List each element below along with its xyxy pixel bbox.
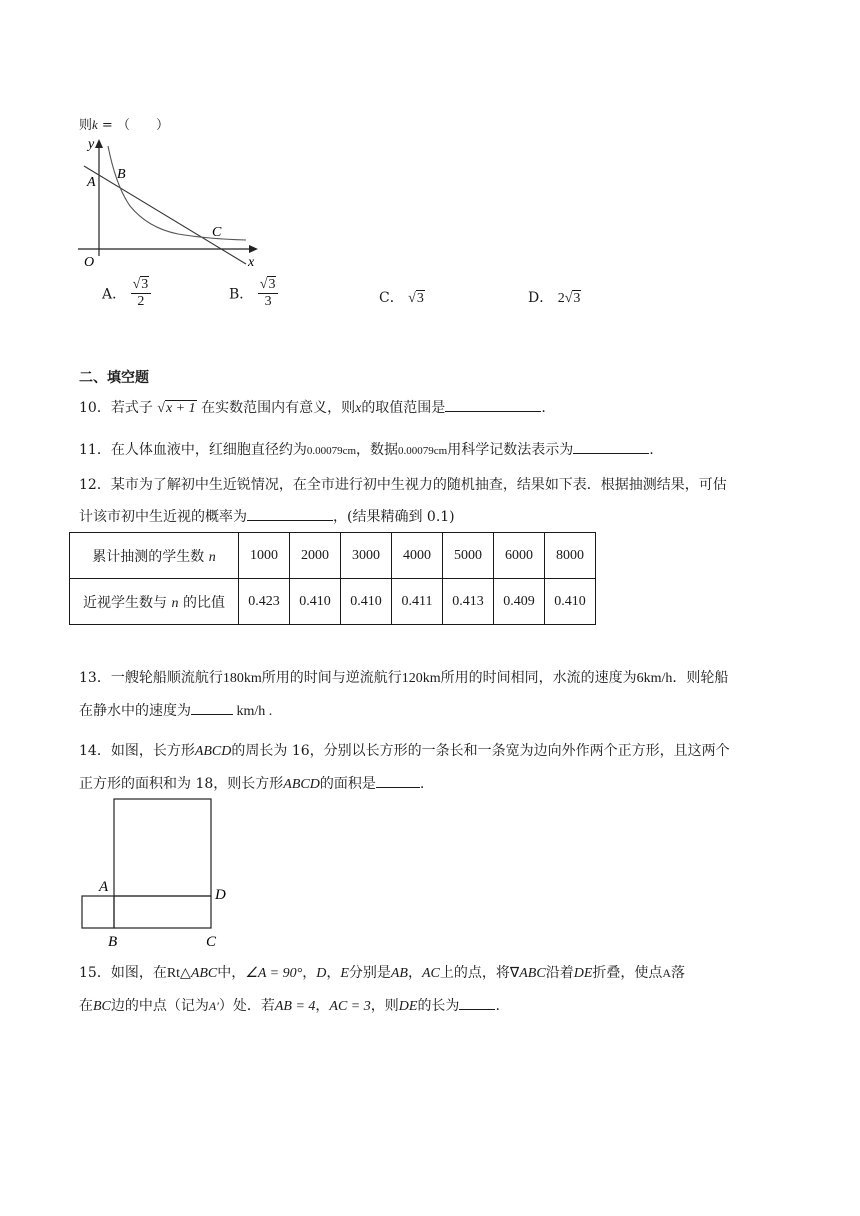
q9-option-a[interactable] [102, 277, 151, 310]
label-B: B [117, 167, 126, 182]
q11: 11．在人体血液中，红细胞直径约为0.00079cm，数据0.00079cm用科学记数法表示为 . [79, 439, 654, 459]
q12-line1: 12．某市为了解初中生近锐情况，在全市进行初中生视力的随机抽查，结果如下表．根据抽测结果，可估 [79, 477, 727, 493]
q10: 10．若式子 √x + 1 在实数范围内有意义，则x的取值范围是 . [79, 397, 546, 417]
table-header-cell: 近视学生数与 n 的比值 [70, 579, 239, 625]
table-cell: 0.410 [290, 579, 341, 625]
option-c-sqrt: √3 [408, 291, 424, 306]
option-b-fraction: $\frac{√3}{3}$ [258, 277, 279, 310]
label-D: D [215, 887, 226, 903]
q9-option-c[interactable] [379, 287, 425, 307]
option-a-fraction: $\frac{√3}{2}$ [131, 277, 152, 310]
label-y: y [88, 137, 95, 152]
option-letter: C． [379, 290, 404, 306]
q12-answer-blank[interactable] [247, 506, 333, 521]
option-letter: D． [528, 290, 554, 306]
table-cell: 0.423 [239, 579, 290, 625]
q11-answer-blank[interactable] [573, 439, 649, 454]
q13-line2: 在静水中的速度为 km/h . [79, 700, 272, 720]
table-row [70, 579, 596, 625]
table-cell: 0.411 [392, 579, 443, 625]
label-A: A [99, 879, 109, 895]
option-letter: A． [102, 286, 127, 303]
q15-answer-blank[interactable] [459, 995, 495, 1010]
table-cell: 1000 [239, 533, 290, 579]
rectangle-abcd [114, 896, 211, 928]
q10-answer-blank[interactable] [445, 397, 541, 412]
table-cell: 6000 [494, 533, 545, 579]
q9-tail [79, 114, 169, 133]
y-axis-arrow [95, 139, 103, 148]
q9-tail-var: k [92, 117, 98, 132]
small-square [82, 896, 114, 928]
section-title: 二、填空题 [79, 370, 149, 386]
q12-line2: 计该市初中生近视的概率为 ，(结果精确到 0.1) [79, 506, 455, 526]
q13-line1: 13．一艘轮船顺流航行180km所用的时间与逆流航行120km所用的时间相同，水流的速度为6km/h．则轮船 [79, 670, 729, 686]
q9-option-b[interactable] [229, 277, 278, 310]
q10-radical: √x + 1 [157, 401, 196, 416]
label-C: C [212, 225, 222, 240]
q13-answer-blank[interactable] [191, 700, 233, 715]
label-x: x [248, 255, 255, 270]
q15-line2: 在BC边的中点（记为A′）处．若AB = 4，AC = 3，则DE的长为 . [79, 995, 500, 1015]
option-d-sqrt: √3 [564, 291, 581, 306]
label-A: A [87, 175, 96, 190]
table-row [70, 533, 596, 579]
table-cell: 0.410 [341, 579, 392, 625]
q14-line1: 14．如图，长方形ABCD的周长为 16，分别以长方形的一条长和一条宽为边向外作两个正方形，且这两个 [79, 743, 730, 759]
large-square [114, 799, 211, 896]
table-header-cell: 累计抽测的学生数 n [70, 533, 239, 579]
table-cell: 4000 [392, 533, 443, 579]
table-cell: 5000 [443, 533, 494, 579]
label-C: C [206, 934, 217, 950]
table-cell: 8000 [545, 533, 596, 579]
x-axis-arrow [249, 245, 258, 253]
label-B: B [108, 934, 118, 950]
q14-line2: 正方形的面积和为 18，则长方形ABCD的面积是 . [79, 773, 424, 793]
q15-line1: 15．如图，在Rt△ABC中，∠A = 90°，D，E分别是AB，AC上的点，将∇ABC沿着DE折叠，使点A落 [79, 965, 686, 981]
table-cell: 2000 [290, 533, 341, 579]
table-cell: 0.409 [494, 579, 545, 625]
q14-figure [78, 795, 238, 951]
q9-tail-prefix: 则 [79, 118, 93, 133]
label-O: O [84, 255, 95, 270]
table-cell: 3000 [341, 533, 392, 579]
q9-option-d[interactable]: D． 2√3 [528, 290, 581, 306]
q12-table [69, 532, 596, 625]
option-letter: B． [229, 286, 254, 303]
q14-answer-blank[interactable] [376, 773, 420, 788]
table-cell: 0.413 [443, 579, 494, 625]
q9-graph [78, 136, 268, 270]
q9-tail-suffix: = （ ） [97, 118, 169, 133]
table-cell: 0.410 [545, 579, 596, 625]
